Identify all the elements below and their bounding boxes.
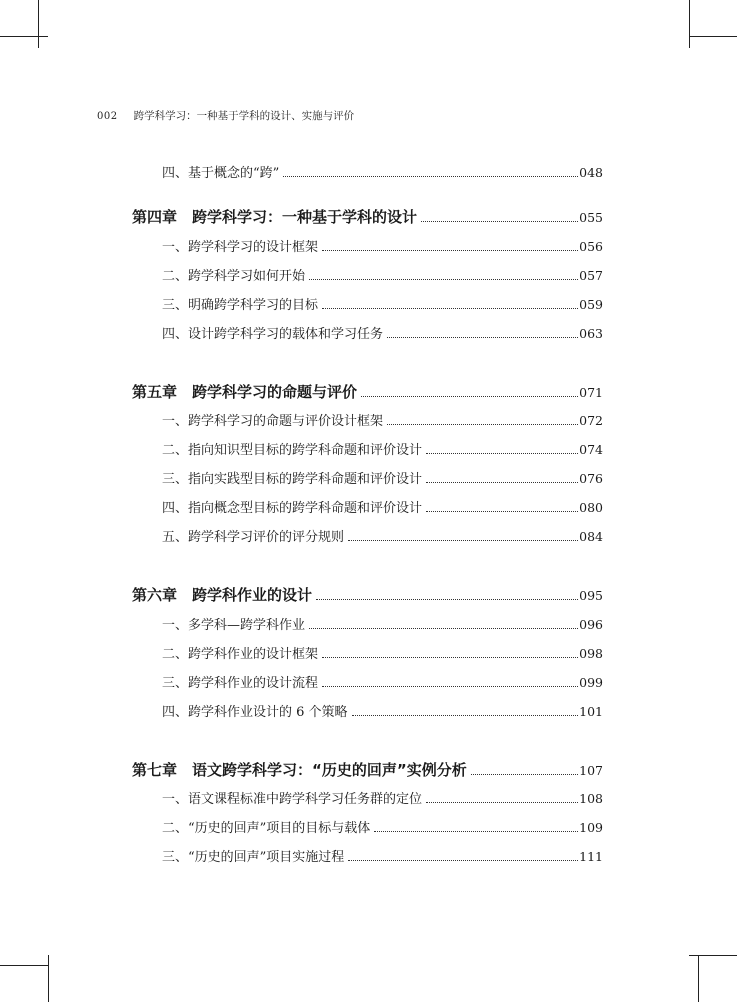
dot-leader bbox=[316, 599, 578, 600]
toc-entry-page-number: 107 bbox=[579, 763, 603, 778]
dot-leader bbox=[426, 511, 578, 512]
toc-chapter-entry[interactable] bbox=[132, 759, 603, 780]
toc-entry-title: 第五章 跨学科学习的命题与评价 bbox=[132, 383, 358, 401]
toc-entry-title: 三、明确跨学科学习的目标 bbox=[162, 298, 319, 313]
toc-entry-title: 一、多学科—跨学科作业 bbox=[162, 618, 306, 633]
toc-entry-page-number: 096 bbox=[579, 617, 603, 632]
header-running-title: 跨学科学习：一种基于学科的设计、实施与评价 bbox=[133, 110, 355, 122]
toc-chapter-entry[interactable] bbox=[132, 206, 603, 227]
toc-entry-title: 第四章 跨学科学习：一种基于学科的设计 bbox=[132, 208, 418, 226]
crop-mark-top-left-vertical bbox=[38, 0, 39, 48]
dot-leader bbox=[471, 774, 578, 775]
dot-leader bbox=[309, 279, 578, 280]
dot-leader bbox=[322, 250, 578, 251]
toc-entry-title: 一、跨学科学习的设计框架 bbox=[162, 240, 319, 255]
dot-leader bbox=[361, 396, 578, 397]
toc-section-entry[interactable] bbox=[132, 817, 603, 836]
toc-entry-title: 四、基于概念的“跨” bbox=[162, 166, 280, 181]
toc-entry-title: 三、“历史的回声”项目实施过程 bbox=[162, 850, 345, 865]
dot-leader bbox=[421, 221, 578, 222]
toc-section-entry[interactable] bbox=[132, 265, 603, 284]
toc-entry-title: 第六章 跨学科作业的设计 bbox=[132, 586, 313, 604]
crop-mark-bottom-right-horizontal bbox=[689, 955, 737, 956]
toc-section-entry[interactable] bbox=[132, 410, 603, 429]
toc-entry-page-number: 108 bbox=[579, 791, 603, 806]
toc-entry-page-number: 055 bbox=[579, 210, 603, 225]
crop-mark-bottom-left-horizontal bbox=[0, 965, 48, 966]
dot-leader bbox=[426, 482, 578, 483]
crop-mark-bottom-left-vertical bbox=[48, 955, 49, 1002]
dot-leader bbox=[348, 860, 578, 861]
crop-mark-top-left-horizontal bbox=[0, 36, 48, 37]
toc-section-entry[interactable] bbox=[132, 643, 603, 662]
dot-leader bbox=[322, 657, 578, 658]
toc-entry-page-number: 048 bbox=[579, 165, 603, 180]
toc-entry-title: 二、跨学科学习如何开始 bbox=[162, 269, 306, 284]
toc-section-entry[interactable] bbox=[132, 236, 603, 255]
toc-entry-page-number: 098 bbox=[579, 646, 603, 661]
toc-entry-page-number: 084 bbox=[579, 529, 603, 544]
toc-chapter-entry[interactable] bbox=[132, 381, 603, 402]
toc-entry-page-number: 080 bbox=[579, 500, 603, 515]
dot-leader bbox=[309, 628, 578, 629]
toc-section-entry[interactable] bbox=[132, 614, 603, 633]
toc-entry-title: 四、设计跨学科学习的载体和学习任务 bbox=[162, 327, 384, 342]
toc-section-entry[interactable] bbox=[132, 497, 603, 516]
toc-entry-title: 五、跨学科学习评价的评分规则 bbox=[162, 530, 345, 545]
toc-entry-page-number: 057 bbox=[579, 268, 603, 283]
toc-section-entry[interactable] bbox=[132, 701, 603, 720]
toc-section-entry[interactable] bbox=[132, 526, 603, 545]
toc-entry-title: 三、跨学科作业的设计流程 bbox=[162, 676, 319, 691]
toc-section-entry[interactable] bbox=[132, 162, 603, 181]
crop-mark-bottom-right-vertical bbox=[698, 955, 699, 1002]
toc-entry-page-number: 101 bbox=[579, 704, 603, 719]
dot-leader bbox=[426, 802, 578, 803]
toc-entry-page-number: 074 bbox=[579, 442, 603, 457]
toc-section-entry[interactable] bbox=[132, 672, 603, 691]
dot-leader bbox=[374, 831, 578, 832]
dot-leader bbox=[283, 176, 578, 177]
dot-leader bbox=[387, 424, 578, 425]
dot-leader bbox=[387, 337, 578, 338]
toc-section-entry[interactable] bbox=[132, 846, 603, 865]
header-page-number: 002 bbox=[97, 111, 118, 122]
toc-entry-title: 三、指向实践型目标的跨学科命题和评价设计 bbox=[162, 472, 423, 487]
toc-entry-page-number: 056 bbox=[579, 239, 603, 254]
dot-leader bbox=[322, 686, 578, 687]
toc-section-entry[interactable] bbox=[132, 294, 603, 313]
dot-leader bbox=[322, 308, 578, 309]
toc-chapter-entry[interactable] bbox=[132, 584, 603, 605]
crop-mark-top-right-vertical bbox=[689, 0, 690, 48]
toc-entry-page-number: 076 bbox=[579, 471, 603, 486]
toc-entry-page-number: 099 bbox=[579, 675, 603, 690]
toc-entry-title: 四、指向概念型目标的跨学科命题和评价设计 bbox=[162, 501, 423, 516]
toc-section-entry[interactable] bbox=[132, 439, 603, 458]
toc-entry-title: 一、跨学科学习的命题与评价设计框架 bbox=[162, 414, 384, 429]
toc-entry-page-number: 095 bbox=[579, 588, 603, 603]
toc-entry-page-number: 111 bbox=[579, 849, 603, 864]
toc-entry-page-number: 059 bbox=[579, 297, 603, 312]
toc-section-entry[interactable] bbox=[132, 468, 603, 487]
toc-entry-page-number: 063 bbox=[579, 326, 603, 341]
toc-entry-page-number: 071 bbox=[579, 385, 603, 400]
toc-section-entry[interactable] bbox=[132, 323, 603, 342]
running-header bbox=[97, 108, 354, 123]
dot-leader bbox=[352, 715, 579, 716]
toc-entry-page-number: 072 bbox=[579, 413, 603, 428]
toc-entry-title: 一、语文课程标准中跨学科学习任务群的定位 bbox=[162, 792, 423, 807]
toc-entry-title: 二、指向知识型目标的跨学科命题和评价设计 bbox=[162, 443, 423, 458]
crop-mark-top-right-horizontal bbox=[689, 36, 737, 37]
toc-entry-title: 第七章 语文跨学科学习：“历史的回声”实例分析 bbox=[132, 761, 467, 779]
dot-leader bbox=[348, 540, 578, 541]
dot-leader bbox=[426, 453, 578, 454]
toc-section-entry[interactable] bbox=[132, 788, 603, 807]
toc-entry-title: 四、跨学科作业设计的 6 个策略 bbox=[162, 705, 348, 720]
toc-entry-title: 二、跨学科作业的设计框架 bbox=[162, 647, 319, 662]
toc-entry-page-number: 109 bbox=[579, 820, 603, 835]
toc-entry-title: 二、“历史的回声”项目的目标与载体 bbox=[162, 821, 371, 836]
